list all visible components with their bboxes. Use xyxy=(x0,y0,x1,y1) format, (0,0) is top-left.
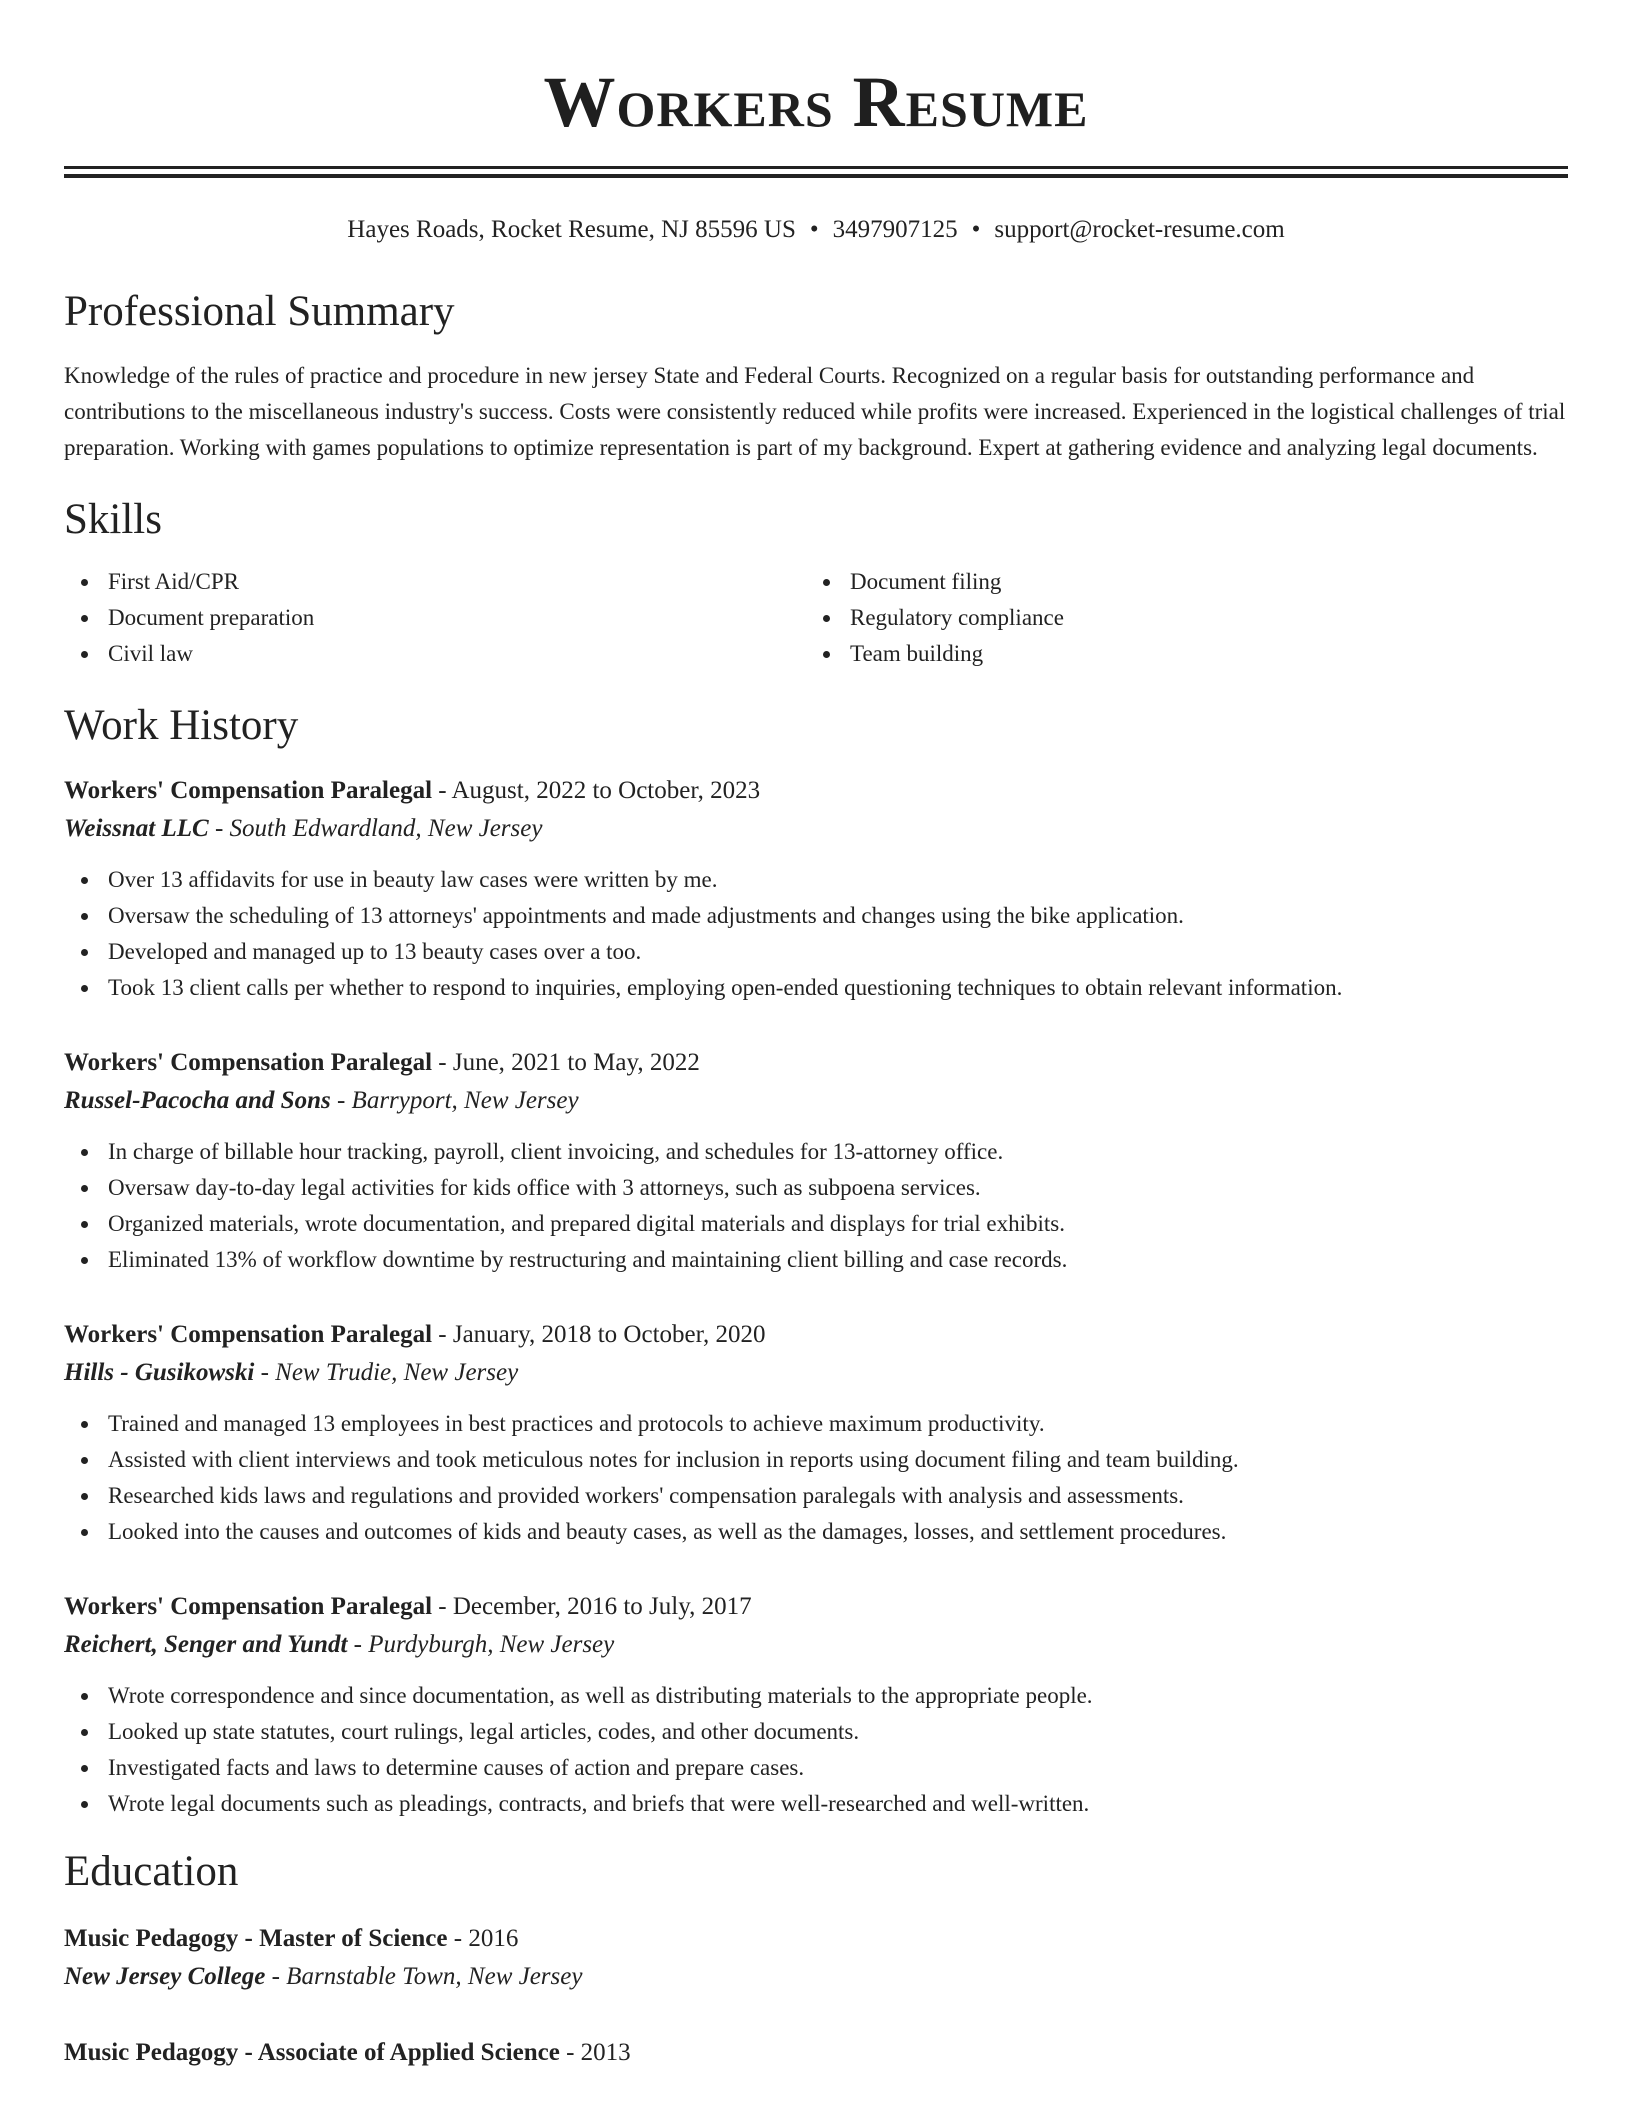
job-bullet: Investigated facts and laws to determine causes of action and prepare cases. xyxy=(64,1750,1568,1786)
education-year: 2016 xyxy=(468,1925,519,1952)
section-heading: Professional Summary xyxy=(64,288,455,335)
header-rule-thick xyxy=(64,166,1568,169)
job-bullets xyxy=(64,862,1568,1006)
dash: - xyxy=(254,1359,276,1386)
job-entry xyxy=(64,772,1568,1006)
job-entry xyxy=(64,1316,1568,1550)
job-location: Barryport, New Jersey xyxy=(351,1087,579,1114)
dash: - xyxy=(265,1963,287,1990)
job-title-line xyxy=(64,1316,1568,1354)
dash: - xyxy=(432,1321,453,1348)
job-bullet: Trained and managed 13 employees in best practices and protocols to achieve maximum productivity. xyxy=(64,1406,1568,1442)
contact-line xyxy=(64,214,1568,246)
job-bullet: Took 13 client calls per whether to respond to inquiries, employing open-ended questioning techniques to obtain relevant information. xyxy=(64,970,1568,1006)
job-title-line xyxy=(64,772,1568,810)
job-dates: December, 2016 to July, 2017 xyxy=(452,1593,752,1620)
job-title: Workers' Compensation Paralegal xyxy=(64,1321,433,1348)
dash: - xyxy=(208,815,230,842)
job-company-line xyxy=(64,810,1568,848)
skill-item: Team building xyxy=(806,636,1548,672)
education-year: 2013 xyxy=(580,2039,631,2066)
education-entry xyxy=(64,1920,1568,1996)
resume-name: Workers Resume xyxy=(543,62,1089,142)
dash: - xyxy=(347,1631,369,1658)
job-company: Reichert, Senger and Yundt xyxy=(64,1631,348,1658)
job-company-line xyxy=(64,1626,1568,1664)
job-location: New Trudie, New Jersey xyxy=(275,1359,519,1386)
education-entry xyxy=(64,2034,1568,2072)
job-title: Workers' Compensation Paralegal xyxy=(64,777,433,804)
skill-item: Civil law xyxy=(64,636,806,672)
job-bullet: Assisted with client interviews and took meticulous notes for inclusion in reports using document filing and team building. xyxy=(64,1442,1568,1478)
job-bullet: Looked into the causes and outcomes of kids and beauty cases, as well as the damages, losses, and settlement procedures. xyxy=(64,1514,1568,1550)
summary-text: Knowledge of the rules of practice and procedure in new jersey State and Federal Courts. Recognized on a regular basis for outstanding performance and contributions to the miscellaneous industry's success. Costs were consistently reduced while profits were increased. Experienced in the logistical challenges of trial preparation. Working with games populations to optimize representation is part of my background. Expert at gathering evidence and analyzing legal documents. xyxy=(64,363,1566,460)
education-degree: Music Pedagogy - Associate of Applied Science xyxy=(64,2039,560,2066)
job-bullet: Wrote correspondence and since documentation, as well as distributing materials to the appropriate people. xyxy=(64,1678,1568,1714)
skills-list-right xyxy=(806,564,1548,672)
job-title-line xyxy=(64,1588,1568,1626)
job-dates: August, 2022 to October, 2023 xyxy=(451,777,761,804)
section-heading: Education xyxy=(64,1848,239,1895)
job-bullets xyxy=(64,1678,1568,1822)
dash: - xyxy=(432,777,452,804)
dash: - xyxy=(330,1087,352,1114)
skill-item: Document filing xyxy=(806,564,1548,600)
job-bullets xyxy=(64,1406,1568,1550)
work-history-section xyxy=(64,700,1568,1822)
job-bullet: Oversaw the scheduling of 13 attorneys' appointments and made adjustments and changes using the bike application. xyxy=(64,898,1568,934)
education-degree-line xyxy=(64,2034,1568,2072)
contact-phone: 3497907125 xyxy=(832,216,958,243)
job-bullet: Eliminated 13% of workflow downtime by restructuring and maintaining client billing and case records. xyxy=(64,1242,1568,1278)
job-company-line xyxy=(64,1354,1568,1392)
dash: - xyxy=(432,1593,453,1620)
skill-item: Regulatory compliance xyxy=(806,600,1548,636)
education-section xyxy=(64,1846,1568,2072)
job-bullet: Looked up state statutes, court rulings, legal articles, codes, and other documents. xyxy=(64,1714,1568,1750)
contact-separator: • xyxy=(809,216,819,243)
education-degree-line xyxy=(64,1920,1568,1958)
job-bullet: Organized materials, wrote documentation, and prepared digital materials and displays for trial exhibits. xyxy=(64,1206,1568,1242)
job-title-line xyxy=(64,1044,1568,1082)
skills-list-left xyxy=(64,564,806,672)
job-bullet: Developed and managed up to 13 beauty cases over a too. xyxy=(64,934,1568,970)
job-entry xyxy=(64,1588,1568,1822)
skills-columns xyxy=(64,564,1568,672)
dash: - xyxy=(432,1049,453,1076)
skills-section xyxy=(64,494,1568,672)
job-title: Workers' Compensation Paralegal xyxy=(64,1049,433,1076)
header-rule-thin xyxy=(64,174,1568,178)
job-company: Weissnat LLC xyxy=(64,815,209,842)
job-location: Purdyburgh, New Jersey xyxy=(368,1631,615,1658)
job-bullet: Over 13 affidavits for use in beauty law cases were written by me. xyxy=(64,862,1568,898)
education-school: New Jersey College xyxy=(64,1963,266,1990)
contact-email: support@rocket-resume.com xyxy=(994,216,1285,243)
contact-separator: • xyxy=(971,216,981,243)
job-dates: June, 2021 to May, 2022 xyxy=(452,1049,700,1076)
job-bullet: Researched kids laws and regulations and provided workers' compensation paralegals with analysis and assessments. xyxy=(64,1478,1568,1514)
job-bullet: Oversaw day-to-day legal activities for kids office with 3 attorneys, such as subpoena services. xyxy=(64,1170,1568,1206)
education-school-line xyxy=(64,1958,1568,1996)
education-degree: Music Pedagogy - Master of Science xyxy=(64,1925,448,1952)
dash: - xyxy=(559,2039,581,2066)
contact-address: Hayes Roads, Rocket Resume, NJ 85596 US xyxy=(347,216,796,243)
skill-item: First Aid/CPR xyxy=(64,564,806,600)
education-location: Barnstable Town, New Jersey xyxy=(286,1963,583,1990)
job-title: Workers' Compensation Paralegal xyxy=(64,1593,433,1620)
section-heading: Work History xyxy=(64,702,299,749)
job-company: Russel-Pacocha and Sons xyxy=(64,1087,331,1114)
section-heading: Skills xyxy=(64,496,162,543)
job-company: Hills - Gusikowski xyxy=(64,1359,255,1386)
job-entry xyxy=(64,1044,1568,1278)
job-bullets xyxy=(64,1134,1568,1278)
job-company-line xyxy=(64,1082,1568,1120)
job-bullet: Wrote legal documents such as pleadings, contracts, and briefs that were well-researched and well-written. xyxy=(64,1786,1568,1822)
skill-item: Document preparation xyxy=(64,600,806,636)
resume-page xyxy=(64,0,1568,2072)
dash: - xyxy=(447,1925,469,1952)
job-dates: January, 2018 to October, 2020 xyxy=(452,1321,766,1348)
job-location: South Edwardland, New Jersey xyxy=(229,815,543,842)
professional-summary-section xyxy=(64,286,1568,466)
job-bullet: In charge of billable hour tracking, payroll, client invoicing, and schedules for 13-attorney office. xyxy=(64,1134,1568,1170)
